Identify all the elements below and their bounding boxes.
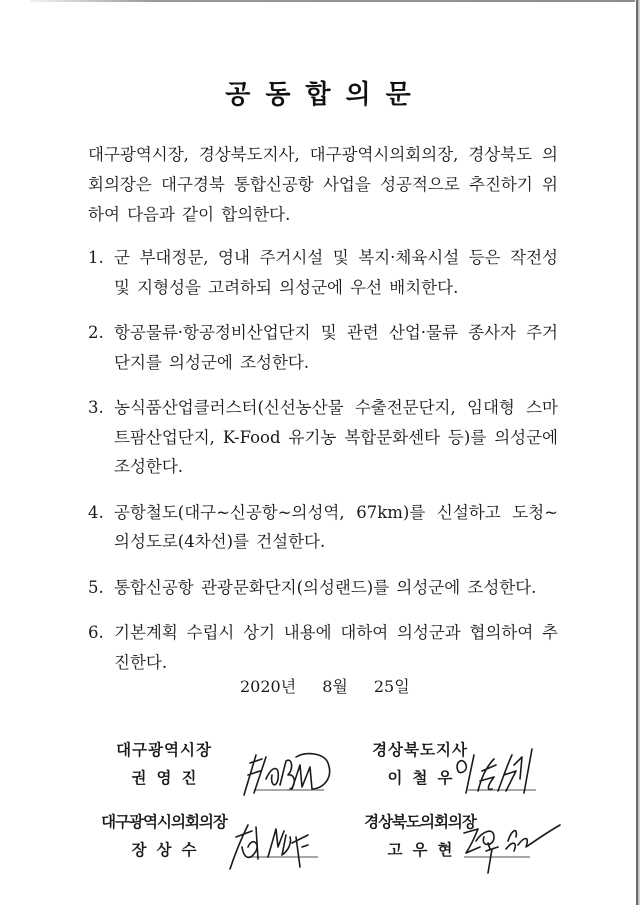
item-number: 3. [88, 398, 104, 417]
item-text: 항공물류·항공정비산업단지 및 관련 산업·물류 종사자 주거단지를 의성군에 조성한다. [114, 323, 559, 372]
agreement-item [88, 573, 558, 603]
item-text: 군 부대정문, 영내 주거시설 및 복지·체육시설 등은 작전성 및 지형성을 고려하되 의성군에 우선 배치한다. [114, 248, 558, 297]
item-number: 4. [88, 502, 104, 522]
agreement-date [240, 674, 410, 697]
item-text: 농식품산업클러스터(신선농산물 수출전문단지, 임대형 스마트팜산업단지, K-Food 유기농 복합문화센타 등)를 의성군에 조성한다. [114, 398, 558, 476]
signatory-role: 경상북도의회의장 [364, 813, 476, 831]
signatory-role: 대구광역시장 [116, 741, 212, 759]
agreement-item [88, 243, 558, 302]
signatory-daegu-mayor [84, 740, 244, 788]
agreement-item [88, 618, 558, 677]
item-text: 기본계획 수립시 상기 내용에 대하여 의성군과 협의하여 추진한다. [114, 623, 558, 672]
item-text: 공항철도(대구~신공항~의성역, 67km)를 신설하고 도청~의성도로(4차선)를 건설한다. [114, 502, 558, 551]
item-number: 5. [88, 577, 104, 597]
preamble-paragraph: 대구광역시장, 경상북도지사, 대구광역시의회의장, 경상북도 의회의장은 대구경북 통합신공항 사업을 성공적으로 추진하기 위하여 다음과 같이 합의한다. [88, 145, 558, 224]
date-month: 8월 [322, 677, 348, 696]
signatory-name: 고우현 [387, 841, 463, 859]
item-number: 1. [88, 248, 104, 267]
scan-edge-top [30, 0, 636, 2]
signatory-name: 이철우 [387, 769, 463, 787]
item-text: 통합신공항 관광문화단지(의성랜드)를 의성군에 조성한다. [114, 577, 537, 597]
signatory-role: 경상북도지사 [372, 741, 468, 759]
handwritten-signature-icon [236, 735, 356, 805]
agreement-item [88, 318, 558, 377]
date-day: 25일 [373, 677, 410, 696]
signatory-name: 장상수 [131, 841, 207, 859]
document-title: 공동합의문 [225, 80, 426, 110]
handwritten-signature-icon [460, 807, 580, 877]
item-number: 6. [88, 623, 104, 642]
scan-edge-right [635, 0, 640, 905]
handwritten-signature-icon [226, 807, 346, 877]
handwritten-signature-icon [452, 735, 572, 805]
signatory-name: 권영진 [131, 769, 207, 787]
agreement-item [88, 498, 558, 557]
signatory-daegu-council-chair [84, 812, 244, 860]
agreement-item [88, 393, 558, 482]
signatory-role: 대구광역시의회의장 [101, 813, 227, 831]
agreement-items [88, 243, 558, 677]
date-year: 2020년 [240, 677, 297, 696]
item-number: 2. [88, 323, 104, 342]
